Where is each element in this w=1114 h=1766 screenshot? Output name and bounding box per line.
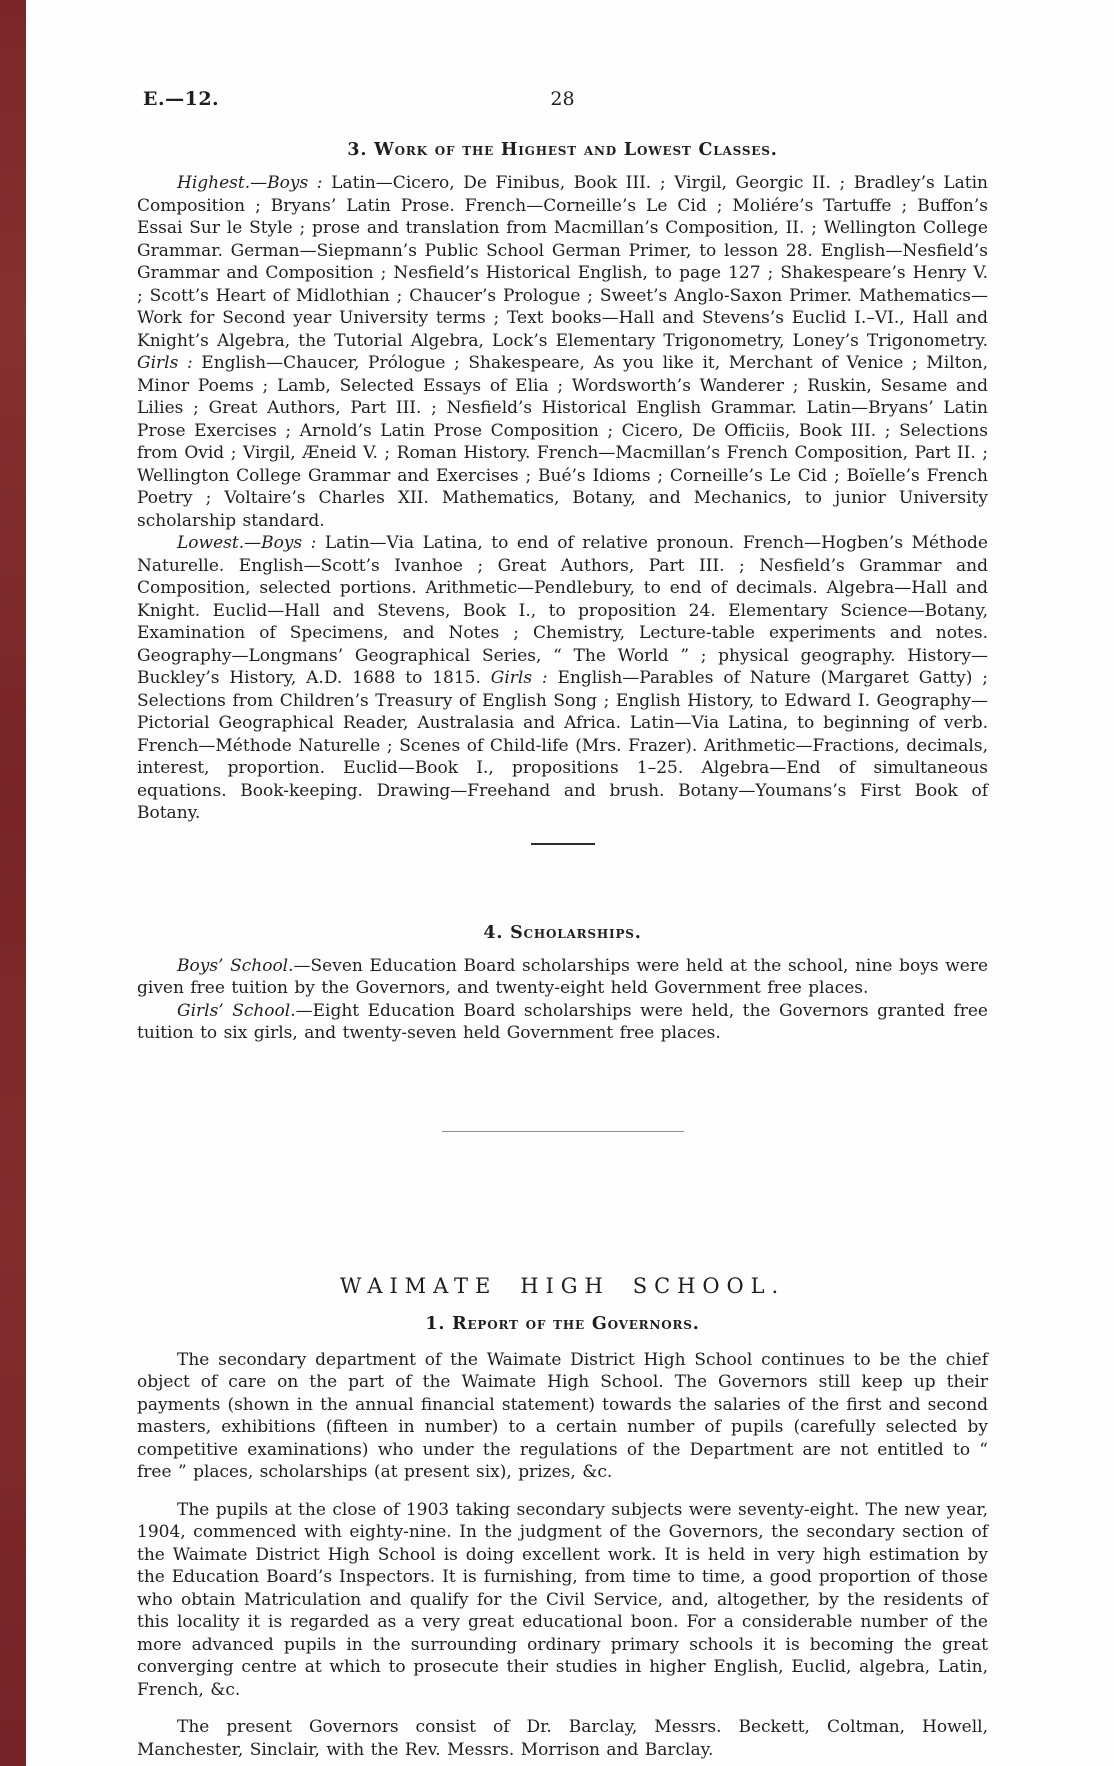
section-divider-short <box>531 843 595 845</box>
section-heading-scholarships: 4. Scholarships. <box>483 922 642 943</box>
book-binding-strip <box>0 0 26 1766</box>
report-paragraph-1: The secondary department of the Waimate District High School continues to be the chief object of care on the part of the Waimate High School. The Governors still keep up their payments (shown in the annual financial statement) towards the salaries of the first and second masters, exhibitions (fifteen in number) to a certain number of pupils (carefully selected by competitive examinations) who under the regulations of the Department are not entitled to “ free ” places, scholarships (at present six), prizes, &c. <box>137 1349 988 1482</box>
paragraph-girls-school: Girls’ School.—Eight Education Board scholarships were held, the Governors granted free tuition to six girls, and twenty-seven held Government free places. <box>137 1000 988 1043</box>
page-header <box>137 0 988 110</box>
paragraph-boys-school: Boys’ School.—Seven Education Board scholarships were held at the school, nine boys were given free tuition by the Governors, and twenty-eight held Government free places. <box>137 955 989 998</box>
page-number: 28 <box>550 88 575 110</box>
paragraph-highest-classes: Highest.—Boys : Latin—Cicero, De Finibus, Book III. ; Virgil, Georgic II. ; Bradley’s Latin Composition ; Bryans’ Latin Prose. French—Corneille’s Le Cid ; Moliére’s Tartuffe ; Buffon’s Essai Sur le Style ; prose and translation from Macmillan’s Composition, II. ; Wellington College Grammar. German—Siepmann’s Public School German Primer, to lesson 28. English—Nesfield’s Grammar and Composition ; Nesfield’s Historical English, to page 127 ; Shakespeare’s Henry V. ; Scott’s Heart of Midlothian ; Chaucer’s Prologue ; Sweet’s Anglo-Saxon Primer. Mathematics—Work for Second year University terms ; Text books—Hall and Stevens’s Euclid I.–VI., Hall and Knight’s Algebra, the Tutorial Algebra, Lock’s Elementary Trigonometry, Loney’s Trigonometry. Girls : English—Chaucer, Prólogue ; Shakespeare, As you like it, Merchant of Venice ; Milton, Minor Poems ; Lamb, Selected Essays of Elia ; Wordsworth’s Wanderer ; Ruskin, Sesame and Lilies ; Great Authors, Part III. ; Nesfield’s Historical English Grammar. Latin—Bryans’ Latin Prose Exercises ; Arnold’s Latin Prose Composition ; Cicero, De Officiis, Book III. ; Selections from Ovid ; Virgil, Æneid V. ; Roman History. French—Macmillan’s French Composition, Part II. ; Wellington College Grammar and Exercises ; Bué’s Idioms ; Corneille’s Le Cid ; Boïelle’s French Poetry ; Voltaire’s Charles XII. Mathematics, Botany, and Mechanics, to junior University scholarship standard. <box>137 173 988 531</box>
paragraph-lowest-classes: Lowest.—Boys : Latin—Via Latina, to end of relative pronoun. French—Hogben’s Méthode Naturelle. English—Scott’s Ivanhoe ; Great Authors, Part III. ; Nesfield’s Grammar and Composition, selected portions. Arithmetic—Pendlebury, to end of decimals. Algebra—Hall and Knight. Euclid—Hall and Stevens, Book I., to proposition 24. Elementary Science—Botany, Examination of Specimens, and Notes ; Chemistry, Lecture-table experiments and notes. Geography—Longmans’ Geographical Series, “ The World ” ; physical geography. History—Buckley’s History, A.D. 1688 to 1815. Girls : English—Parables of Nature (Margaret Gatty) ; Selections from Children’s Treasury of English Song ; English History, to Edward I. Geography—Pictorial Geographical Reader, Australasia and Africa. Latin—Via Latina, to beginning of verb. French—Méthode Naturelle ; Scenes of Child-life (Mrs. Frazer). Arithmetic—Fractions, decimals, interest, proportion. Euclid—Book I., propositions 1–25. Algebra—End of simultaneous equations. Book-keeping. Drawing—Freehand and brush. Botany—Youmans’s First Book of Botany. <box>137 533 988 823</box>
report-paragraph-3: The present Governors consist of Dr. Barclay, Messrs. Beckett, Coltman, Howell, Manchester, Sinclair, with the Rev. Messrs. Morrison and Barclay. <box>137 1717 988 1760</box>
school-title: WAIMATE HIGH SCHOOL. <box>339 1273 786 1298</box>
document-reference: E.—12. <box>143 88 220 110</box>
page-content <box>137 0 988 1761</box>
report-heading: 1. Report of the Governors. <box>425 1313 700 1334</box>
section-divider-long <box>442 1131 684 1132</box>
section-heading-work: 3. Work of the Highest and Lowest Classes. <box>347 140 778 160</box>
report-paragraph-2: The pupils at the close of 1903 taking secondary subjects were seventy-eight. The new year, 1904, commenced with eighty-nine. In the judgment of the Governors, the secondary section of the Waimate District High School is doing excellent work. It is held in very high estimation by the Education Board’s Inspectors. It is furnishing, from time to time, a good proportion of those who obtain Matriculation and qualify for the Civil Service, and, altogether, by the residents of this locality it is regarded as a very great educational boon. For a considerable number of the more advanced pupils in the surrounding ordinary primary schools it is becoming the great converging centre at which to prosecute their studies in higher English, Euclid, algebra, Latin, French, &c. <box>137 1499 988 1700</box>
